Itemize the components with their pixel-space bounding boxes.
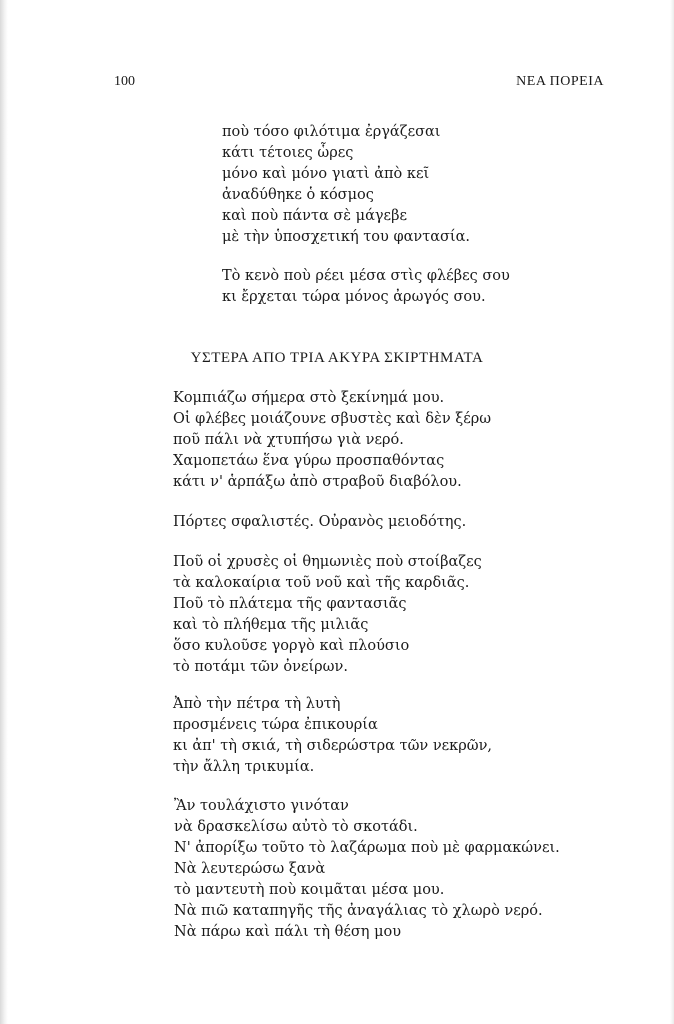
verse-line: τὸ ποτάμι τῶν ὀνείρων. <box>173 659 348 675</box>
verse-line: κάτι ν' ἁρπάξω ἀπὸ στραβοῦ διαβόλου. <box>173 474 462 490</box>
poem-stanza-5 <box>174 796 560 943</box>
verse-line: Τὸ κενὸ ποὺ ρέει μέσα στὶς φλέβες σου <box>222 268 510 284</box>
poem-stanza-4 <box>173 694 492 778</box>
poem-stanza-2 <box>173 512 466 533</box>
page-header <box>114 74 604 94</box>
verse-line: κάτι τέτοιες ὧρες <box>222 145 354 161</box>
page-number: 100 <box>114 74 135 89</box>
verse-line: Κομπιάζω σήμερα στὸ ξεκίνημά μου. <box>173 390 445 406</box>
verse-line: νὰ δρασκελίσω αὐτὸ τὸ σκοτάδι. <box>174 819 418 835</box>
verse-line: Ν' ἀπορίξω τοῦτο τὸ λαζάρωμα ποὺ μὲ φαρμακώνει. <box>174 840 560 856</box>
verse-line: τὸ μαντευτὴ ποὺ κοιμᾶται μέσα μου. <box>174 882 445 898</box>
poem-continued-stanza-2 <box>222 266 510 308</box>
verse-line: τὴν ἄλλη τρικυμία. <box>173 759 315 775</box>
poem-title: ΥΣΤΕΡΑ ΑΠΟ ΤΡΙΑ ΑΚΥΡΑ ΣΚΙΡΤΗΜΑΤΑ <box>190 350 484 366</box>
verse-line: καὶ τὸ πλήθεμα τῆς μιλιᾶς <box>173 617 369 633</box>
verse-line: κι ἀπ' τὴ σκιά, τὴ σιδερώστρα τῶν νεκρῶν, <box>173 738 493 754</box>
scan-edge-right <box>670 0 674 1024</box>
verse-line: Ἀπὸ τὴν πέτρα τὴ λυτὴ <box>173 696 341 712</box>
verse-line: ποὺ τόσο φιλότιμα ἐργάζεσαι <box>222 124 441 140</box>
poem-stanza-1 <box>173 388 491 493</box>
verse-line: Ποῦ τὸ πλάτεμα τῆς φαντασιᾶς <box>173 596 407 612</box>
verse-line: Νὰ πάρω καὶ πάλι τὴ θέση μου <box>174 924 402 940</box>
verse-line: ὅσο κυλοῦσε γοργὸ καὶ πλούσιο <box>173 638 410 654</box>
poem-stanza-3 <box>173 552 482 678</box>
verse-line: Πόρτες σφαλιστές. Οὐρανὸς μειοδότης. <box>173 514 467 530</box>
verse-line: ἀναδύθηκε ὁ κόσμος <box>222 187 374 203</box>
verse-line: ποῦ πάλι νὰ χτυπήσω γιὰ νερό. <box>173 432 404 448</box>
verse-line: Νὰ λευτερώσω ξανὰ <box>174 861 326 877</box>
poem-continued-stanza-1 <box>222 122 470 248</box>
verse-line: καὶ ποὺ πάντα σὲ μάγεβε <box>222 208 407 224</box>
verse-line: τὰ καλοκαίρια τοῦ νοῦ καὶ τῆς καρδιᾶς. <box>173 575 470 591</box>
running-title: ΝΕΑ ΠΟΡΕΙΑ <box>516 74 604 89</box>
verse-line: Οἱ φλέβες μοιάζουνε σβυστὲς καὶ δὲν ξέρω <box>173 411 492 427</box>
verse-line: Νὰ πιῶ καταπηγῆς τῆς ἀναγάλιας τὸ χλωρὸ νερό. <box>174 903 543 919</box>
verse-line: προσμένεις τώρα ἐπικουρία <box>173 717 378 733</box>
verse-line: κι ἔρχεται τώρα μόνος ἀρωγός σου. <box>222 289 486 305</box>
verse-line: Ποῦ οἱ χρυσὲς οἱ θημωνιὲς ποὺ στοίβαζες <box>173 554 482 570</box>
verse-line: μὲ τὴν ὑποσχετική του φαντασία. <box>222 229 471 245</box>
verse-line: μόνο καὶ μόνο γιατὶ ἀπὸ κεῖ <box>222 166 430 182</box>
verse-line: Ἂν τουλάχιστο γινόταν <box>174 798 349 814</box>
verse-line: Χαμοπετάω ἕνα γύρω προσπαθόντας <box>173 453 445 469</box>
scan-edge-left <box>0 0 8 1024</box>
